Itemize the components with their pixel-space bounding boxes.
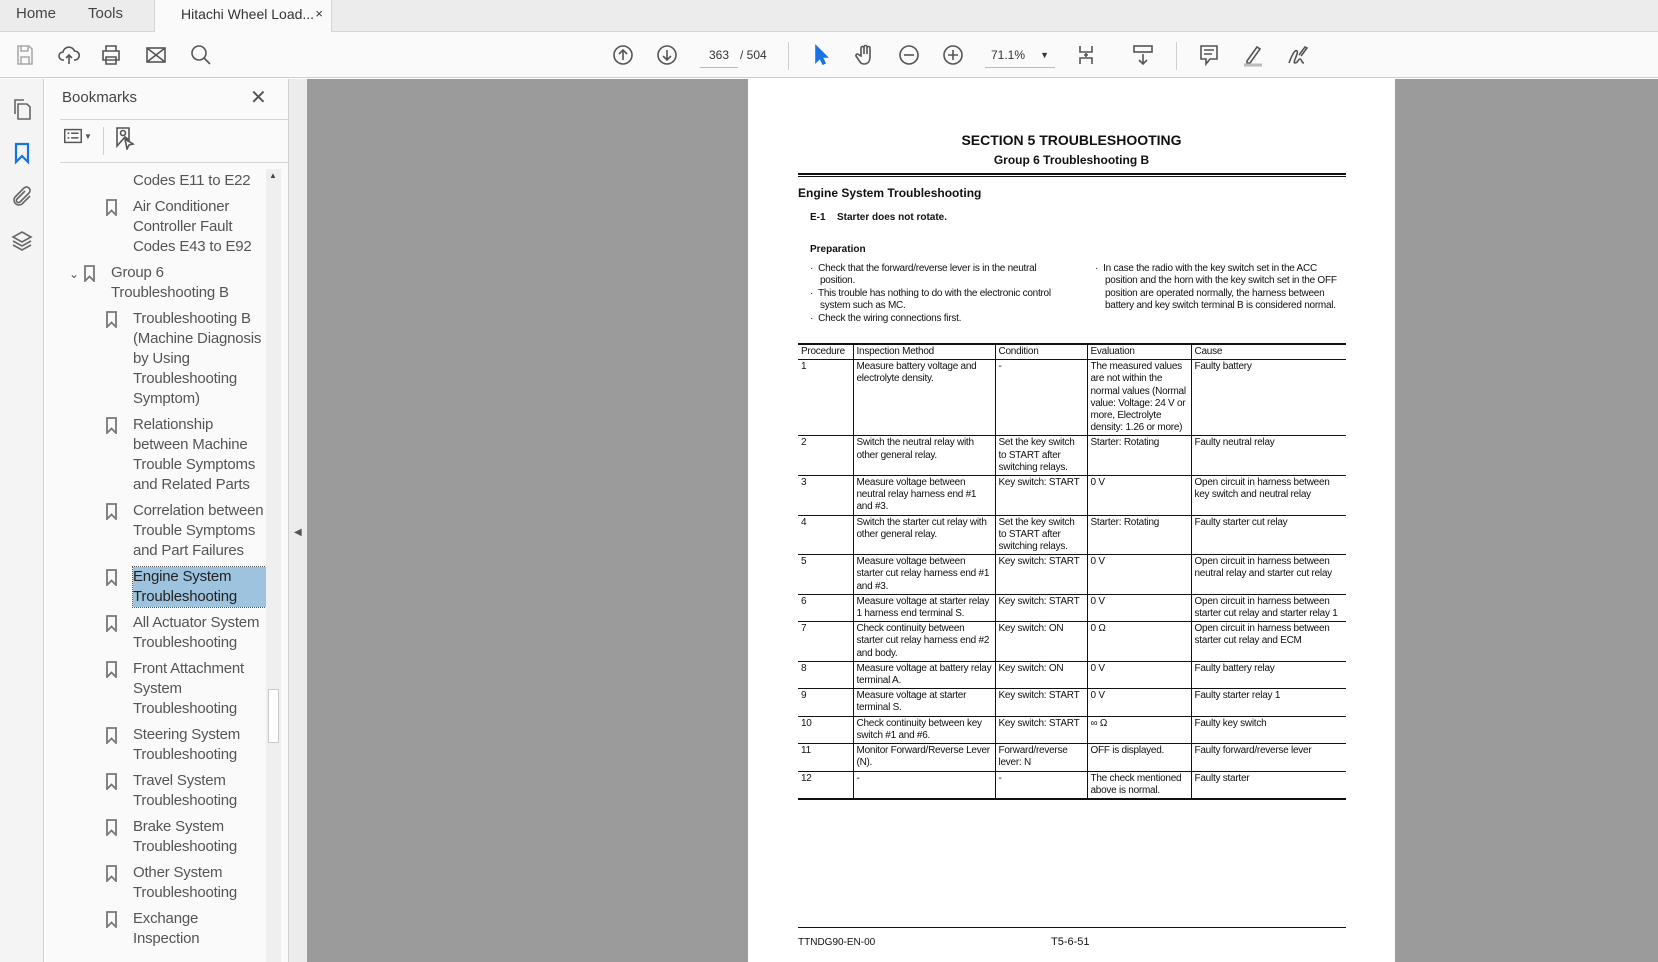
footer-doc-code: TTNDG90-EN-00	[798, 937, 876, 948]
page-display-icon[interactable]	[1075, 42, 1101, 68]
table-cell: Faulty battery	[1191, 360, 1346, 436]
table-cell: Set the key switch to START after switching relays.	[995, 436, 1087, 476]
table-cell: 4	[798, 515, 853, 555]
layers-icon[interactable]	[10, 229, 34, 253]
prep-item: · Check that the forward/reverse lever is in the neutral position.	[810, 263, 1037, 287]
table-row	[798, 476, 1346, 516]
bookmark-icon	[106, 661, 117, 678]
bookmark-item[interactable]	[45, 263, 266, 303]
divider	[103, 127, 104, 155]
bookmark-label: Relationship between Machine Trouble Symptoms and Related Parts	[133, 416, 256, 493]
upload-cloud-icon[interactable]	[56, 42, 82, 68]
column-header: Inspection Method	[853, 344, 995, 360]
panel-title: Bookmarks	[62, 89, 138, 106]
bookmark-label: Brake System Troubleshooting	[133, 818, 238, 855]
table-cell: Open circuit in harness between starter cut relay and ECM	[1191, 622, 1346, 662]
column-header: Evaluation	[1087, 344, 1191, 360]
attachment-icon[interactable]	[10, 185, 34, 209]
table-cell: Open circuit in harness between starter cut relay and starter relay 1	[1191, 594, 1346, 621]
tab-tools[interactable]: Tools	[88, 5, 124, 22]
table-cell: Key switch: START	[995, 555, 1087, 595]
table-cell: Key switch: ON	[995, 661, 1087, 688]
scroll-up-icon[interactable]: ▲	[269, 171, 277, 180]
table-cell: Faulty neutral relay	[1191, 436, 1346, 476]
bookmark-label: Codes E11 to E22	[133, 172, 251, 189]
bookmark-label: Steering System Troubleshooting	[133, 726, 241, 763]
prep-item: · Check the wiring connections first.	[810, 312, 962, 324]
print-icon[interactable]	[98, 42, 124, 68]
table-cell: 0 V	[1087, 476, 1191, 516]
search-icon[interactable]	[188, 42, 214, 68]
highlight-pen-icon[interactable]	[1240, 42, 1266, 68]
bookmark-item[interactable]	[45, 817, 266, 857]
table-cell: Check continuity between key switch #1 and #6.	[853, 716, 995, 743]
previous-page-icon[interactable]	[610, 42, 636, 68]
tab-bar	[0, 0, 1658, 32]
preparation-title: Preparation	[810, 244, 866, 255]
divider	[60, 119, 288, 120]
bookmark-label: Troubleshooting B (Machine Diagnosis by Using Troubleshooting Symptom)	[133, 310, 262, 407]
bookmark-icon	[106, 773, 117, 790]
table-cell: Key switch: START	[995, 716, 1087, 743]
bookmark-label: Front Attachment System Troubleshooting	[133, 660, 245, 717]
divider	[60, 162, 288, 163]
bookmark-label: Other System Troubleshooting	[133, 864, 238, 901]
bookmark-item[interactable]	[45, 725, 266, 765]
bookmark-list	[45, 171, 266, 955]
bookmark-item[interactable]	[45, 771, 266, 811]
panel-collapse-strip[interactable]	[288, 79, 307, 962]
table-cell: The measured values are not within the normal values (Normal value: Voltage: 24 V or more, Electrolyte density: 1.26 or more)	[1087, 360, 1191, 436]
table-row	[798, 515, 1346, 555]
bookmark-label: Exchange Inspection	[133, 910, 200, 947]
table-row	[798, 594, 1346, 621]
comment-icon[interactable]	[1196, 42, 1222, 68]
tab-document[interactable]	[154, 0, 332, 33]
bookmark-icon	[106, 727, 117, 744]
page-number-input[interactable]: 363	[700, 42, 738, 68]
bookmark-icon	[84, 265, 95, 282]
prep-item: · In case the radio with the key switch set in the ACC position and the horn with the key switch set in the OFF position are operated normally, the harness between battery and key switch terminal B is considered normal.	[1095, 263, 1337, 312]
email-icon[interactable]	[143, 42, 169, 68]
table-cell: Measure voltage at battery relay terminal A.	[853, 661, 995, 688]
table-cell: Open circuit in harness between neutral relay and starter cut relay	[1191, 555, 1346, 595]
table-cell: Faulty starter cut relay	[1191, 515, 1346, 555]
zoom-out-icon[interactable]	[896, 42, 922, 68]
table-row	[798, 360, 1346, 436]
table-cell: Starter: Rotating	[1087, 515, 1191, 555]
bookmark-icon	[106, 417, 117, 434]
zoom-level: 71.1%	[991, 48, 1026, 62]
table-cell: Faulty battery relay	[1191, 661, 1346, 688]
bookmark-icon	[106, 199, 117, 216]
pdf-page	[748, 79, 1395, 962]
table-cell: Measure voltage at starter relay 1 harness end terminal S.	[853, 594, 995, 621]
symptom-code: E-1	[810, 212, 826, 223]
table-cell: Key switch: START	[995, 689, 1087, 716]
table-cell: Key switch: ON	[995, 622, 1087, 662]
table-cell: 0 V	[1087, 661, 1191, 688]
table-cell: 0 V	[1087, 555, 1191, 595]
table-cell: 0 Ω	[1087, 622, 1191, 662]
table-cell: The check mentioned above is normal.	[1087, 771, 1191, 799]
table-cell: 11	[798, 744, 853, 771]
bookmarks-panel	[45, 79, 288, 962]
heading: Engine System Troubleshooting	[798, 186, 982, 200]
table-row	[798, 622, 1346, 662]
table-cell: 0 V	[1087, 594, 1191, 621]
footer-rule	[798, 927, 1346, 928]
table-row	[798, 716, 1346, 743]
group-title: Group 6 Troubleshooting B	[993, 153, 1150, 167]
chevron-down-icon: ▼	[1040, 50, 1049, 60]
tab-document-label: Hitachi Wheel Load...	[181, 6, 315, 22]
bookmark-icon	[106, 615, 117, 632]
bookmark-label: Engine System Troubleshooting	[133, 567, 266, 607]
table-cell: -	[995, 771, 1087, 799]
page-total: / 504	[740, 48, 767, 62]
bookmark-panel-icon[interactable]	[10, 141, 34, 165]
table-cell: Set the key switch to START after switching relays.	[995, 515, 1087, 555]
prep-item: · This trouble has nothing to do with the electronic control system such as MC.	[810, 287, 1051, 312]
bookmark-item[interactable]	[45, 613, 266, 653]
bookmark-item[interactable]	[45, 171, 266, 191]
table-row	[798, 436, 1346, 476]
chevron-down-icon[interactable]: ⌄	[69, 267, 80, 281]
next-page-icon[interactable]	[654, 42, 680, 68]
bookmark-label: Travel System Troubleshooting	[133, 772, 238, 809]
bookmark-item[interactable]	[45, 909, 266, 949]
table-cell: Starter: Rotating	[1087, 436, 1191, 476]
bookmark-label: Group 6 Troubleshooting B	[111, 264, 229, 301]
table-cell: Monitor Forward/Reverse Lever (N).	[853, 744, 995, 771]
section-title: SECTION 5 TROUBLESHOOTING	[961, 132, 1182, 148]
preparation-left	[810, 263, 1062, 325]
select-cursor-icon[interactable]	[808, 42, 834, 68]
symptom-title: Starter does not rotate.	[837, 212, 948, 223]
table-cell: Faulty starter relay 1	[1191, 689, 1346, 716]
table-row	[798, 771, 1346, 799]
table-cell: Key switch: START	[995, 476, 1087, 516]
scrollbar-thumb[interactable]	[268, 689, 279, 743]
table-cell: 0 V	[1087, 689, 1191, 716]
table-cell: 3	[798, 476, 853, 516]
bookmark-item[interactable]	[45, 197, 266, 257]
table-cell: Check continuity between starter cut relay harness end #2 and body.	[853, 622, 995, 662]
bookmark-icon	[106, 865, 117, 882]
table-cell: 6	[798, 594, 853, 621]
scroll-mode-icon[interactable]	[1130, 42, 1156, 68]
table-cell: Measure battery voltage and electrolyte density.	[853, 360, 995, 436]
table-cell: Measure voltage between starter cut relay harness end #1 and #3.	[853, 555, 995, 595]
table-cell: Faulty forward/reverse lever	[1191, 744, 1346, 771]
table-cell: Switch the neutral relay with other general relay.	[853, 436, 995, 476]
table-cell: Open circuit in harness between key switch and neutral relay	[1191, 476, 1346, 516]
navigation-rail	[0, 79, 44, 962]
inspection-table	[798, 343, 1346, 800]
bookmark-item[interactable]	[45, 659, 266, 719]
table-cell: Switch the starter cut relay with other general relay.	[853, 515, 995, 555]
collapse-left-icon[interactable]: ◀	[294, 527, 302, 538]
hand-tool-icon[interactable]	[852, 42, 878, 68]
bookmark-item[interactable]	[45, 309, 266, 409]
footer-page-number: T5-6-51	[1051, 936, 1090, 948]
table-cell: 2	[798, 436, 853, 476]
toolbar	[0, 32, 1658, 78]
table-cell: 10	[798, 716, 853, 743]
table-cell: 5	[798, 555, 853, 595]
table-cell: 1	[798, 360, 853, 436]
bookmark-label: Air Conditioner Controller Fault Codes E43 to E92	[133, 198, 252, 255]
bookmark-item[interactable]	[45, 863, 266, 903]
table-cell: Forward/reverse lever: N	[995, 744, 1087, 771]
divider	[1176, 42, 1177, 70]
bookmark-options-icon[interactable]: ▼	[59, 123, 95, 149]
bookmark-icon	[106, 819, 117, 836]
table-row	[798, 661, 1346, 688]
zoom-in-icon[interactable]	[940, 42, 966, 68]
table-cell: 8	[798, 661, 853, 688]
table-row	[798, 689, 1346, 716]
table-cell: Key switch: START	[995, 594, 1087, 621]
table-cell: Measure voltage between neutral relay harness end #1 and #3.	[853, 476, 995, 516]
table-cell: OFF is displayed.	[1087, 744, 1191, 771]
table-cell: Faulty key switch	[1191, 716, 1346, 743]
table-cell: -	[995, 360, 1087, 436]
table-cell: ∞ Ω	[1087, 716, 1191, 743]
bookmark-icon	[106, 503, 117, 520]
bookmark-item[interactable]	[45, 567, 266, 607]
table-cell: Faulty starter	[1194, 772, 1250, 784]
page-thumbnails-icon[interactable]	[10, 97, 34, 121]
sign-icon[interactable]	[1284, 42, 1310, 68]
scrollbar[interactable]	[266, 169, 281, 962]
table-row	[798, 744, 1346, 771]
column-header: Cause	[1191, 344, 1346, 360]
bookmark-item[interactable]	[45, 415, 266, 495]
bookmark-icon	[106, 569, 117, 586]
column-header: Condition	[995, 344, 1087, 360]
divider	[788, 42, 789, 70]
title-rule	[798, 173, 1346, 177]
bookmark-label: All Actuator System Troubleshooting	[133, 614, 260, 651]
new-bookmark-icon[interactable]	[111, 125, 137, 151]
tab-home[interactable]: Home	[16, 5, 57, 22]
preparation-right	[1095, 263, 1347, 313]
zoom-level-select[interactable]	[985, 42, 1055, 68]
close-panel-icon[interactable]: ✕	[250, 87, 267, 109]
bookmark-icon	[106, 911, 117, 928]
save-icon[interactable]	[12, 42, 38, 68]
table-cell: Measure voltage at starter terminal S.	[853, 689, 995, 716]
bookmark-icon	[106, 311, 117, 328]
bookmark-label: Correlation between Trouble Symptoms and Part Failures	[133, 502, 264, 559]
table-cell: 9	[798, 689, 853, 716]
close-tab-icon[interactable]: ×	[315, 6, 323, 21]
table-cell: 12	[798, 771, 853, 799]
table-cell: 7	[798, 622, 853, 662]
table-cell: -	[853, 771, 995, 799]
bookmark-item[interactable]	[45, 501, 266, 561]
column-header: Procedure	[798, 344, 853, 360]
table-row	[798, 555, 1346, 595]
